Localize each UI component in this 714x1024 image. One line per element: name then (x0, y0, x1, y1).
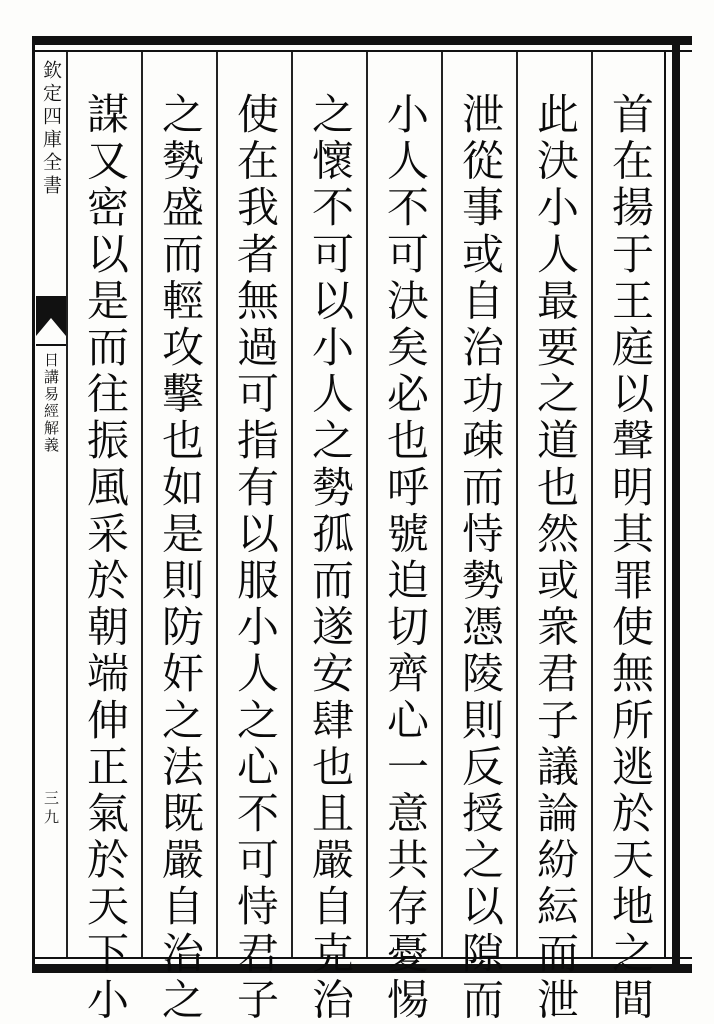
text-column-3: 泄從事或自治功疎而恃勢憑陵則反授之以隙而 (456, 92, 505, 1024)
frame-top-inner-border (32, 50, 692, 52)
frame-left-border (32, 36, 35, 973)
text-column-2: 此決小人最要之道也然或衆君子議論紛紜而泄 (531, 92, 580, 1024)
margin-book-title: 欽定四庫全書 (40, 60, 62, 198)
text-column-7: 之勢盛而輕攻擊也如是則防奸之法既嚴自治之 (156, 92, 205, 1024)
text-column-4: 小人不可決矣必也呼號迫切齊心一意共存憂惕 (381, 92, 430, 1024)
fish-tail-rule (36, 344, 66, 346)
text-column-6: 使在我者無過可指有以服小人之心不可恃君子 (231, 92, 280, 1024)
text-column-8: 謀又密以是而往振風采於朝端伸正氣於天下小 (81, 92, 130, 1024)
frame-right-border (672, 36, 680, 973)
margin-page-number: 三九 (42, 790, 60, 828)
frame-top-border (32, 36, 692, 45)
fish-tail-mark (36, 296, 66, 336)
margin-work-title: 日講易經解義 (42, 352, 60, 454)
text-column-1: 首在揚于王庭以聲明其罪使無所逃於天地之間 (606, 92, 655, 1024)
text-column-5: 之懷不可以小人之勢孤而遂安肆也且嚴自克治 (306, 92, 355, 1024)
